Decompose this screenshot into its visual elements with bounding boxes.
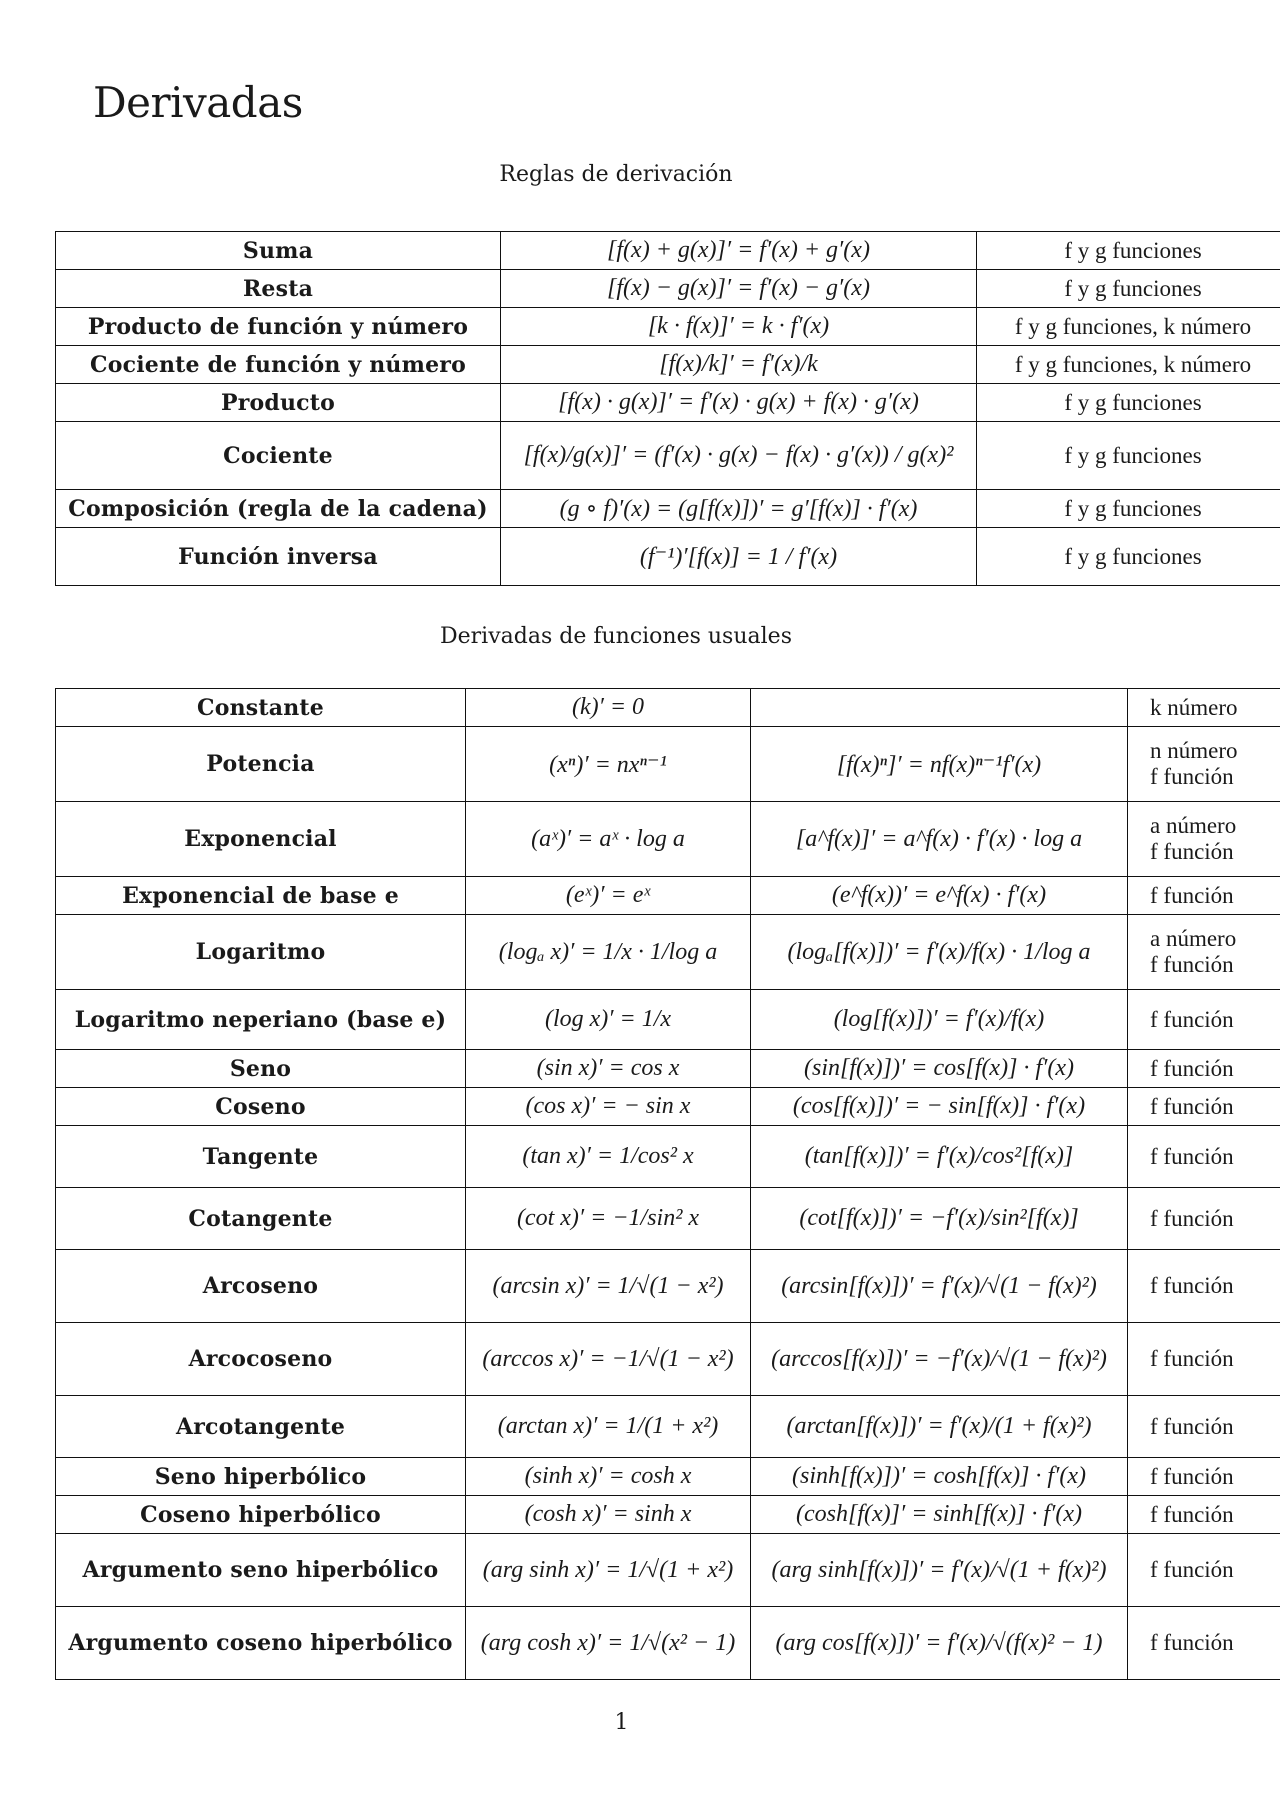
rule-row xyxy=(56,384,1280,422)
composite-derivative: (sin[f(x)])′ = cos[f(x)] · f′(x) xyxy=(751,1050,1128,1088)
simple-derivative: (xⁿ)′ = nxⁿ⁻¹ xyxy=(466,727,751,802)
derivative-row xyxy=(56,1250,1280,1323)
function-name: Arcoseno xyxy=(56,1250,466,1323)
simple-derivative: (arccos x)′ = −1/√(1 − x²) xyxy=(466,1323,751,1396)
composite-derivative: (arcsin[f(x)])′ = f′(x)/√(1 − f(x)²) xyxy=(751,1250,1128,1323)
simple-derivative: (cosh x)′ = sinh x xyxy=(466,1496,751,1534)
function-name: Coseno hiperbólico xyxy=(56,1496,466,1534)
function-name: Constante xyxy=(56,689,466,727)
note-line-1: f función xyxy=(1150,882,1234,908)
composite-derivative: (arg cos[f(x)])′ = f′(x)/√(f(x)² − 1) xyxy=(751,1607,1128,1680)
note-line-1: f función xyxy=(1150,1413,1234,1439)
derivative-row xyxy=(56,915,1280,990)
derivative-row xyxy=(56,1188,1280,1250)
page-title: Derivadas xyxy=(93,78,303,127)
rules-section-title: Reglas de derivación xyxy=(499,162,733,187)
derivative-row xyxy=(56,1607,1280,1680)
derivative-row xyxy=(56,1396,1280,1458)
function-note xyxy=(1128,802,1280,877)
note-line-1: a número xyxy=(1150,813,1237,838)
derivative-row xyxy=(56,689,1280,727)
composite-derivative: (sinh[f(x)])′ = cosh[f(x)] · f′(x) xyxy=(751,1458,1128,1496)
function-note xyxy=(1128,1188,1280,1250)
composite-derivative xyxy=(751,689,1128,727)
rule-note: f y g funciones, k número xyxy=(977,308,1280,346)
composite-derivative: (cot[f(x)])′ = −f′(x)/sin²[f(x)] xyxy=(751,1188,1128,1250)
note-line-2: f función xyxy=(1150,839,1234,864)
rule-name: Cociente de función y número xyxy=(56,346,501,384)
rule-row xyxy=(56,346,1280,384)
rule-row xyxy=(56,270,1280,308)
function-note xyxy=(1128,689,1280,727)
function-note xyxy=(1128,1607,1280,1680)
page-number-text: 1 xyxy=(614,1710,629,1735)
function-name: Argumento seno hiperbólico xyxy=(56,1534,466,1607)
rule-name: Producto xyxy=(56,384,501,422)
simple-derivative: (sin x)′ = cos x xyxy=(466,1050,751,1088)
rule-note: f y g funciones xyxy=(977,384,1280,422)
derivative-row xyxy=(56,1496,1280,1534)
simple-derivative: (arg cosh x)′ = 1/√(x² − 1) xyxy=(466,1607,751,1680)
composite-derivative: [a^f(x)]′ = a^f(x) · f′(x) · log a xyxy=(751,802,1128,877)
composite-derivative: (log[f(x)])′ = f′(x)/f(x) xyxy=(751,990,1128,1050)
derivative-row xyxy=(56,727,1280,802)
function-name: Seno hiperbólico xyxy=(56,1458,466,1496)
rule-row xyxy=(56,232,1280,270)
note-line-1: f función xyxy=(1150,1557,1234,1582)
composite-derivative: (arg sinh[f(x)])′ = f′(x)/√(1 + f(x)²) xyxy=(751,1534,1128,1607)
composite-derivative: (arccos[f(x)])′ = −f′(x)/√(1 − f(x)²) xyxy=(751,1323,1128,1396)
note-line-1: f función xyxy=(1150,1463,1234,1489)
note-line-1: n número xyxy=(1150,738,1238,763)
function-name: Arcotangente xyxy=(56,1396,466,1458)
simple-derivative: (aˣ)′ = aˣ · log a xyxy=(466,802,751,877)
usual-section-title: Derivadas de funciones usuales xyxy=(440,624,792,649)
derivative-row xyxy=(56,1458,1280,1496)
note-line-1: f función xyxy=(1150,1006,1234,1032)
simple-derivative: (eˣ)′ = eˣ xyxy=(466,877,751,915)
function-note xyxy=(1128,1323,1280,1396)
rule-formula: [f(x) − g(x)]′ = f′(x) − g′(x) xyxy=(501,270,977,308)
rule-note: f y g funciones xyxy=(977,232,1280,270)
note-line-1: f función xyxy=(1150,1093,1234,1119)
rule-formula: [f(x) + g(x)]′ = f′(x) + g′(x) xyxy=(501,232,977,270)
derivative-row xyxy=(56,1050,1280,1088)
derivative-row xyxy=(56,877,1280,915)
note-line-1: f función xyxy=(1150,1273,1234,1298)
note-line-1: f función xyxy=(1150,1143,1234,1169)
function-note xyxy=(1128,1534,1280,1607)
function-note xyxy=(1128,1250,1280,1323)
composite-derivative: (tan[f(x)])′ = f′(x)/cos²[f(x)] xyxy=(751,1126,1128,1188)
rule-formula: [f(x) · g(x)]′ = f′(x) · g(x) + f(x) · g′(x) xyxy=(501,384,977,422)
rule-row xyxy=(56,308,1280,346)
rule-note: f y g funciones xyxy=(977,270,1280,308)
function-note xyxy=(1128,990,1280,1050)
note-line-2: f función xyxy=(1150,764,1234,789)
composite-derivative: [f(x)ⁿ]′ = nf(x)ⁿ⁻¹f′(x) xyxy=(751,727,1128,802)
page-number xyxy=(0,1710,1280,1735)
function-note xyxy=(1128,915,1280,990)
rule-note: f y g funciones, k número xyxy=(977,346,1280,384)
rule-row xyxy=(56,528,1280,586)
rules-table xyxy=(55,231,1280,586)
function-note xyxy=(1128,727,1280,802)
rule-formula: (f⁻¹)′[f(x)] = 1 / f′(x) xyxy=(501,528,977,586)
derivative-row xyxy=(56,1323,1280,1396)
simple-derivative: (cos x)′ = − sin x xyxy=(466,1088,751,1126)
usual-derivatives-table xyxy=(55,688,1280,1680)
rule-name: Suma xyxy=(56,232,501,270)
rule-formula: [f(x)/k]′ = f′(x)/k xyxy=(501,346,977,384)
function-name: Argumento coseno hiperbólico xyxy=(56,1607,466,1680)
note-line-1: f función xyxy=(1150,1501,1234,1527)
simple-derivative: (tan x)′ = 1/cos² x xyxy=(466,1126,751,1188)
simple-derivative: (logₐ x)′ = 1/x · 1/log a xyxy=(466,915,751,990)
function-name: Logaritmo xyxy=(56,915,466,990)
function-name: Exponencial xyxy=(56,802,466,877)
rule-formula: [k · f(x)]′ = k · f′(x) xyxy=(501,308,977,346)
rule-name: Cociente xyxy=(56,422,501,490)
function-note xyxy=(1128,1050,1280,1088)
rule-note: f y g funciones xyxy=(977,490,1280,528)
rule-formula: (g ∘ f)′(x) = (g[f(x)])′ = g′[f(x)] · f′(x) xyxy=(501,490,977,528)
function-name: Logaritmo neperiano (base e) xyxy=(56,990,466,1050)
note-line-1: k número xyxy=(1150,694,1238,720)
function-name: Arcocoseno xyxy=(56,1323,466,1396)
composite-derivative: (cos[f(x)])′ = − sin[f(x)] · f′(x) xyxy=(751,1088,1128,1126)
function-name: Exponencial de base e xyxy=(56,877,466,915)
function-name: Coseno xyxy=(56,1088,466,1126)
function-name: Tangente xyxy=(56,1126,466,1188)
simple-derivative: (cot x)′ = −1/sin² x xyxy=(466,1188,751,1250)
rule-name: Producto de función y número xyxy=(56,308,501,346)
function-name: Cotangente xyxy=(56,1188,466,1250)
function-name: Seno xyxy=(56,1050,466,1088)
simple-derivative: (log x)′ = 1/x xyxy=(466,990,751,1050)
rule-row xyxy=(56,490,1280,528)
simple-derivative: (arcsin x)′ = 1/√(1 − x²) xyxy=(466,1250,751,1323)
function-note xyxy=(1128,1126,1280,1188)
note-line-1: f función xyxy=(1150,1055,1234,1081)
simple-derivative: (sinh x)′ = cosh x xyxy=(466,1458,751,1496)
derivative-row xyxy=(56,1088,1280,1126)
simple-derivative: (k)′ = 0 xyxy=(466,689,751,727)
function-note xyxy=(1128,1458,1280,1496)
composite-derivative: (arctan[f(x)])′ = f′(x)/(1 + f(x)²) xyxy=(751,1396,1128,1458)
composite-derivative: (logₐ[f(x)])′ = f′(x)/f(x) · 1/log a xyxy=(751,915,1128,990)
rule-note: f y g funciones xyxy=(977,422,1280,490)
function-note xyxy=(1128,877,1280,915)
note-line-1: f función xyxy=(1150,1630,1234,1655)
derivative-row xyxy=(56,990,1280,1050)
derivative-row xyxy=(56,802,1280,877)
simple-derivative: (arg sinh x)′ = 1/√(1 + x²) xyxy=(466,1534,751,1607)
simple-derivative: (arctan x)′ = 1/(1 + x²) xyxy=(466,1396,751,1458)
note-line-1: f función xyxy=(1150,1346,1234,1371)
rule-row xyxy=(56,422,1280,490)
function-note xyxy=(1128,1088,1280,1126)
rule-name: Composición (regla de la cadena) xyxy=(56,490,501,528)
note-line-1: a número xyxy=(1150,926,1237,951)
composite-derivative: (cosh[f(x)]′ = sinh[f(x)] · f′(x) xyxy=(751,1496,1128,1534)
function-note xyxy=(1128,1396,1280,1458)
derivative-row xyxy=(56,1534,1280,1607)
note-line-2: f función xyxy=(1150,952,1234,977)
rule-name: Función inversa xyxy=(56,528,501,586)
function-name: Potencia xyxy=(56,727,466,802)
function-note xyxy=(1128,1496,1280,1534)
rule-formula: [f(x)/g(x)]′ = (f′(x) · g(x) − f(x) · g′(x)) / g(x)² xyxy=(501,422,977,490)
composite-derivative: (e^f(x))′ = e^f(x) · f′(x) xyxy=(751,877,1128,915)
rule-note: f y g funciones xyxy=(977,528,1280,586)
rule-name: Resta xyxy=(56,270,501,308)
derivative-row xyxy=(56,1126,1280,1188)
note-line-1: f función xyxy=(1150,1205,1234,1231)
